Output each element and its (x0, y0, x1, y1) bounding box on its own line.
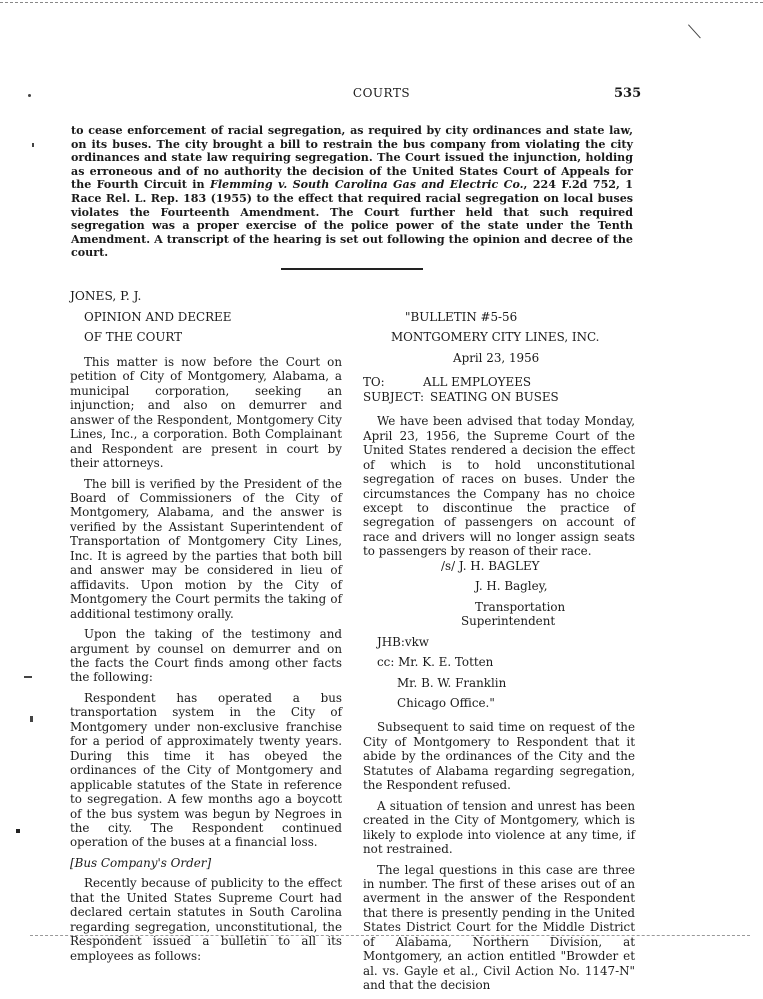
opinion-heading (70, 310, 342, 345)
scan-mark (24, 676, 32, 678)
scan-mark (30, 716, 33, 722)
bulletin-to-label: TO: (363, 375, 385, 390)
scan-mark (32, 143, 34, 147)
summary-text-a: to cease enforcement of racial segregation, as required by city ordinances and state law, on its buses. The city brought a bill to restrain the bus company from violating the city ordinances and state law requiring segregation. The Court issued the injunction, holding as erroneous and of no authority the decision of the United States Court of Appeals for the Fourth Circuit in (71, 124, 633, 192)
scan-mark (28, 94, 31, 97)
left-column (70, 310, 342, 969)
bulletin-to-row (363, 375, 635, 389)
bulletin-signature: /s/ J. H. BAGLEY (441, 558, 540, 573)
bulletin-cc: cc: Mr. K. E. Totten (377, 655, 494, 670)
running-header: COURTS (352, 86, 411, 100)
bulletin-subject-label: SUBJECT: (363, 389, 424, 404)
bulletin-to-value: ALL EMPLOYEES (423, 375, 532, 390)
scan-mark (16, 829, 20, 833)
bulletin-signer-title: Transportation Superintendent (461, 599, 566, 629)
opinion-paragraph: Recently because of publicity to the effect that the United States Supreme Court had declared certain statutes in South Carolina regarding segregation, unconstitutional, the Respondent issued a bulletin to all its employees as follows: (70, 876, 342, 963)
summary-text-b: , 224 F.2d 752, 1 Race Rel. L. Rep. 183 (1955) to the effect that required racial segregation on local buses violates the Fourteenth Amendment. The Court further held that such required segregation was a proper exercise of the police power of the state under the Tenth Amendment. A transcript of the hearing is set out following the opinion and decree of the court. (71, 178, 633, 260)
bulletin-initials: JHB:vkw (377, 634, 429, 649)
bulletin-cc: Chicago Office." (397, 695, 495, 710)
bulletin-cc: Mr. B. W. Franklin (397, 675, 507, 690)
bulletin-company: MONTGOMERY CITY LINES, INC. (391, 330, 600, 345)
opinion-paragraph: Respondent has operated a bus transportation system in the City of Montgomery under non-exclusive franchise for a period of approximately twenty years. During this time it has obeyed the ordinances of the City of Montgomery and applicable statutes of the State in reference to segregation. A few months ago a boycott of the bus system was begun by Negroes in the city. The Respondent continued operation of the buses at a financial loss. (70, 690, 342, 850)
page-number: 535 (614, 86, 642, 101)
bulletin-number: "BULLETIN #5-56 (405, 310, 518, 324)
opinion-heading-line1: OPINION AND DECREE (84, 310, 232, 324)
bulletin-header (363, 310, 635, 365)
bulletin-subject-value: SEATING ON BUSES (429, 389, 559, 404)
opinion-paragraph: Subsequent to said time on request of the City of Montgomery to Respondent that it abide by the ordinances of the City and the Statutes of Alabama regarding segregation, the Respondent refused. (363, 720, 635, 793)
right-column (363, 310, 635, 999)
section-divider (281, 268, 423, 270)
opinion-heading-line2: OF THE COURT (84, 330, 183, 345)
scan-edge-bottom (30, 935, 750, 936)
opinion-paragraph: This matter is now before the Court on petition of City of Montgomery, Alabama, a municipal corporation, seeking an injunction; and also on demurrer and answer of the Respondent, Montgomery City Lines, Inc., a corporation. Both Complainant and Respondent are present in court by their attorneys. (70, 354, 342, 471)
case-summary (71, 124, 633, 260)
opinion-paragraph: A situation of tension and unrest has been created in the City of Montgomery, which is likely to explode into violence at any time, if not restrained. (363, 798, 635, 857)
scan-edge-top (0, 2, 763, 3)
bulletin-date: April 23, 1956 (453, 350, 540, 365)
bulletin-signer-name: J. H. Bagley, (475, 579, 548, 594)
bulletin-subject-row (363, 390, 635, 404)
judge-name: JONES, P. J. (70, 289, 142, 303)
opinion-paragraph: The legal questions in this case are three in number. The first of these arises out of an averment in the answer of the Respondent that there is presently pending in the United States District Court for the Middle District of Alabama, Northern Division, at Montgomery, an action entitled "Browder et al. vs. Gayle et al., Civil Action No. 1147-N" and that the decision (363, 862, 635, 993)
opinion-paragraph: Upon the taking of the testimony and argument by counsel on demurrer and on the facts the Court finds among other facts the following: (70, 627, 342, 685)
section-subheading: [Bus Company's Order] (70, 855, 212, 870)
bulletin-body: We have been advised that today Monday, April 23, 1956, the Supreme Court of the United States rendered a decision the effect of which is to hold unconstitutional segregation of races on buses. Under the circumstances the Company has no choice except to discontinue the practice of segregation of passengers on account of race and drivers will no longer assign seats to passengers by reason of their race. (363, 414, 635, 559)
scan-mark (687, 24, 701, 39)
case-citation: Flemming v. South Carolina Gas and Electric Co. (209, 178, 524, 192)
opinion-paragraph: The bill is verified by the President of the Board of Commissioners of the City of Montgomery, Alabama, and the answer is verified by the Assistant Superintendent of Transportation of Montgomery City Lines, Inc. It is agreed by the parties that both bill and answer may be considered in lieu of affidavits. Upon motion by the City of Montgomery the Court permits the taking of additional testimony orally. (70, 476, 342, 621)
